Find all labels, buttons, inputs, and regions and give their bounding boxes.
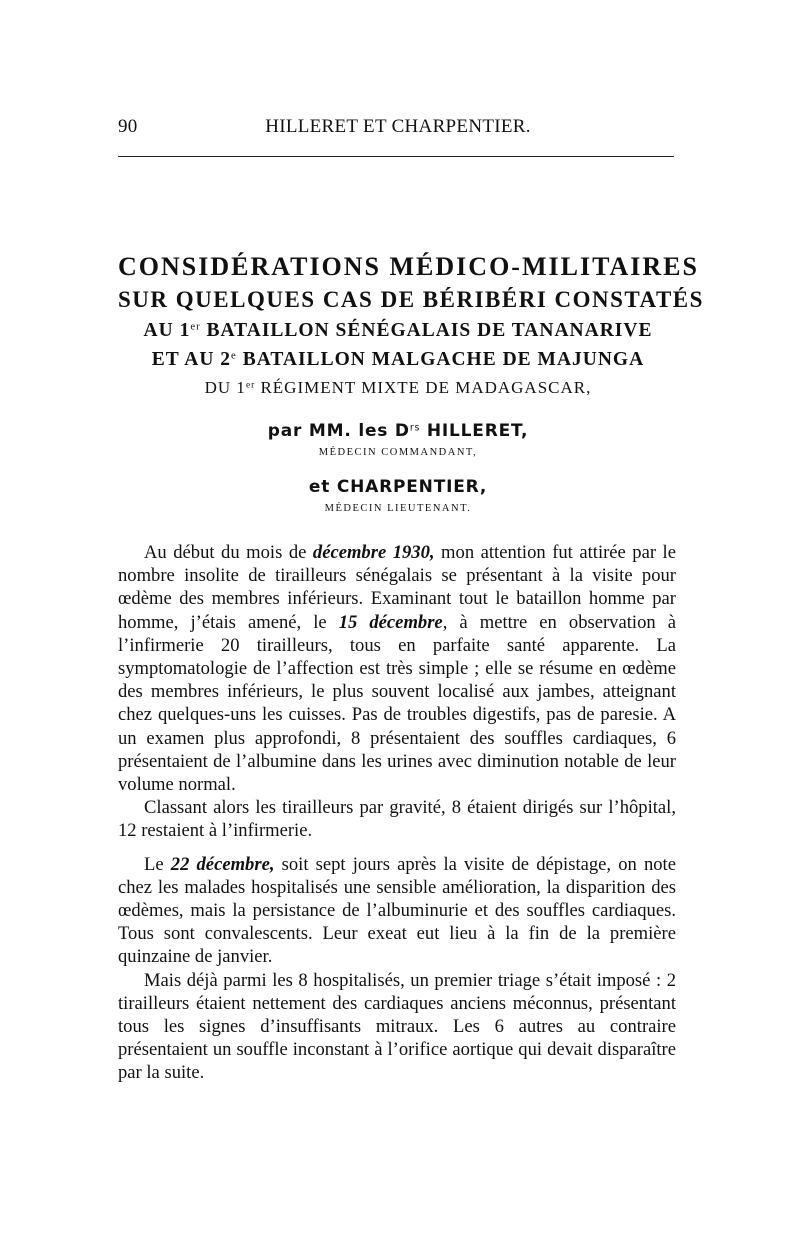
running-title: HILLERET ET CHARPENTIER. — [265, 116, 531, 137]
author-2: et CHARPENTIER, — [308, 477, 488, 497]
author-1-role: MÉDECIN COMMANDANT, — [318, 447, 478, 458]
header-rule — [118, 156, 674, 157]
author-block — [118, 420, 678, 516]
title-line-5: DU 1er RÉGIMENT MIXTE DE MADAGASCAR, — [204, 378, 592, 397]
author-2-role: MÉDECIN LIEUTENANT. — [324, 503, 472, 514]
title-line-3: AU 1er BATAILLON SÉNÉGALAIS DE TANANARIVE — [143, 320, 653, 341]
paragraph-4: Mais déjà parmi les 8 hospitalisés, un premier triage s’était imposé : 2 tirailleurs étaient nettement des cardiaques anciens méconnus, présentant tous les signes d’insuffisants mitraux. Les 6 autres au contraire présentaient un souffle inconstant à l’orifice aortique qui devait disparaître par la suite. — [118, 969, 676, 1084]
title-line-4: ET AU 2e BATAILLON MALGACHE DE MAJUNGA — [151, 349, 645, 370]
article-body — [118, 541, 676, 1085]
page-number: 90 — [118, 116, 138, 137]
running-header — [118, 116, 678, 140]
author-1: par MM. les $D^{rs}$ HILLERET, — [267, 421, 529, 441]
article-title — [118, 250, 704, 402]
paragraph-3: Le 22 décembre, soit sept jours après la visite de dépistage, on note chez les malades hospitalisés une sensible amélioration, la disparition des œdèmes, mais la persistance de l’albuminurie et des souffles cardiaques. Tous sont convalescents. Leur exeat eut lieu à la fin de la première quinzaine de janvier. — [118, 853, 676, 968]
paragraph-1: Au début du mois de décembre 1930, mon attention fut attirée par le nombre insolite de tirailleurs sénégalais se présentant à la visite pour œdème des membres inférieurs. Examinant tout le bataillon homme par homme, j’étais amené, le 15 décembre, à mettre en observation à l’infirmerie 20 tirailleurs, tous en parfaite santé apparente. La symptomatologie de l’affection est très simple ; elle se résume en œdème des membres inférieurs, le plus souvent localisé aux jambes, atteignant chez quelques-uns les cuisses. Pas de troubles digestifs, pas de paresie. A un examen plus approfondi, 8 présentaient des souffles cardiaques, 6 présentaient de l’albumine dans les urines avec diminution notable de leur volume normal. — [118, 542, 676, 796]
title-line-1: CONSIDÉRATIONS MÉDICO-MILITAIRES — [118, 252, 699, 281]
title-line-2: SUR QUELQUES CAS DE BÉRIBÉRI CONSTATÉS — [118, 287, 704, 312]
paragraph-2: Classant alors les tirailleurs par gravité, 8 étaient dirigés sur l’hôpital, 12 restaient à l’infirmerie. — [118, 797, 676, 842]
